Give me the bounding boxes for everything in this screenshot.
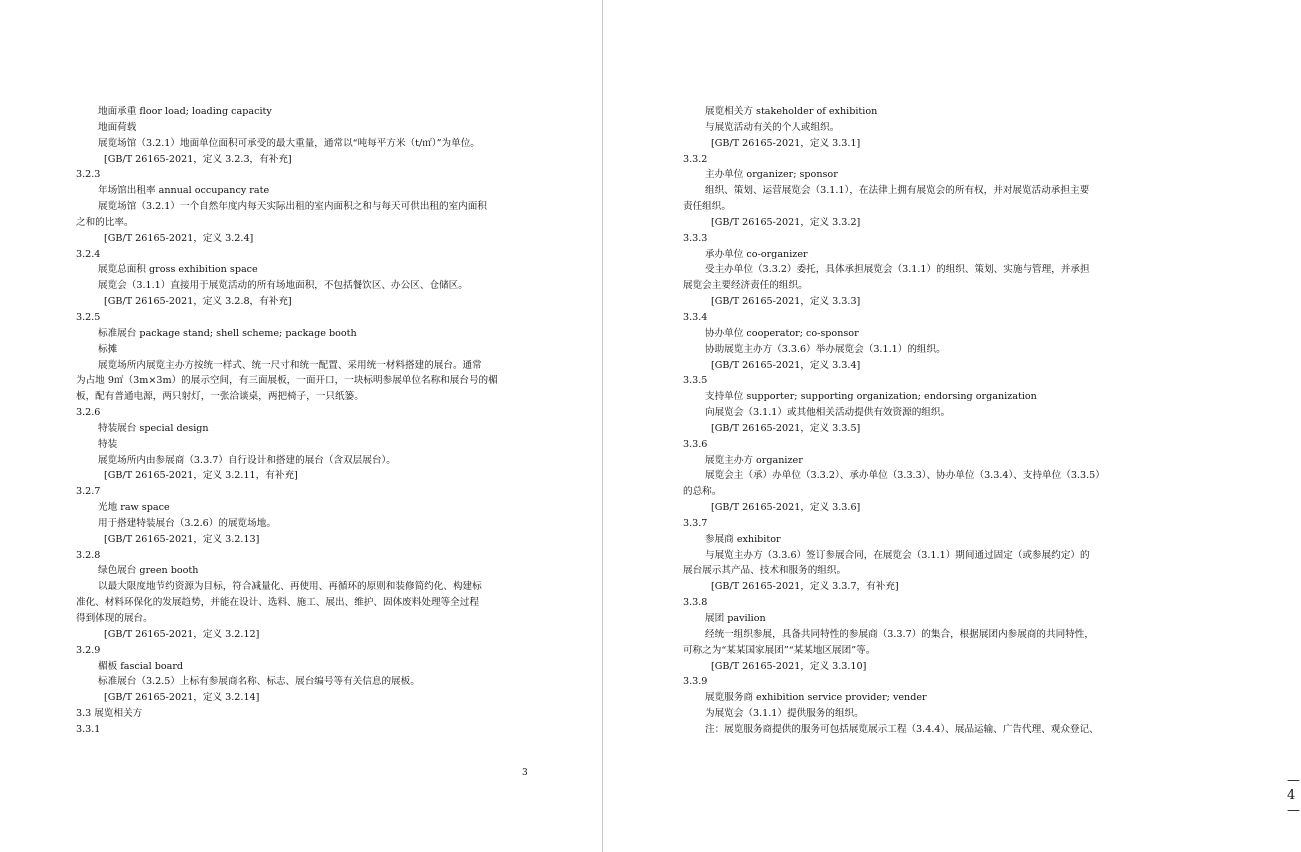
clause-number: 3.2.5 [76,311,101,323]
definition-text: 准化、材料环保化的发展趋势，并能在设计、选料、施工、展出、维护、固体废料处理等全过程 [76,597,479,609]
reference: [GB/T 26165-2021，定义 3.3.4] [711,359,861,371]
reference: [GB/T 26165-2021，定义 3.2.12] [104,628,260,640]
reference: [GB/T 26165-2021，定义 3.3.1] [711,137,861,149]
reference: [GB/T 26165-2021，定义 3.2.8，有补充] [104,296,292,308]
definition-text: 之和的比率。 [76,216,134,228]
reference: [GB/T 26165-2021，定义 3.3.10] [711,660,867,672]
synonym: 地面荷载 [98,121,137,133]
definition-text: 得到体现的展台。 [76,613,153,624]
left-page [0,0,602,852]
term-heading: 展览总面积 gross exhibition space [98,264,258,276]
definition-text: 用于搭建特装展台（3.2.6）的展览场地。 [98,517,276,529]
reference: [GB/T 26165-2021，定义 3.2.13] [104,533,260,545]
section-heading: 3.3 展览相关方 [76,708,143,720]
definition-text: 为展览会（3.1.1）提供服务的组织。 [705,708,864,720]
definition-text: 向展览会（3.1.1）或其他相关活动提供有效资源的组织。 [705,407,951,419]
definition-text: 可称之为“某某国家展团”“某某地区展团”等。 [683,644,876,656]
definition-text: 经统一组织参展，具备共同特性的参展商（3.3.7）的集合，根据展团内参展商的共同特性， [705,628,1094,640]
clause-number: 3.3.3 [683,232,708,244]
clause-number: 3.3.1 [76,723,101,735]
definition-text: 受主办单位（3.3.2）委托，具体承担展览会（3.1.1）的组织、策划、实施与管理，并承担 [705,264,1090,276]
page-divider [602,0,603,852]
reference: [GB/T 26165-2021，定义 3.2.14] [104,692,260,704]
left-page-text [76,104,528,738]
clause-number: 3.3.7 [683,517,708,529]
definition-text: 注：展览服务商提供的服务可包括展览展示工程（3.4.4）、展品运输、广告代理、观众登记、 [705,723,1099,735]
clause-number: 3.2.4 [76,248,101,260]
clause-number: 3.3.8 [683,597,708,609]
synonym: 特装 [98,438,118,450]
synonym: 标摊 [98,343,118,355]
term-heading: 展览服务商 exhibition service provider; vender [705,692,927,704]
definition-text: 协助展览主办方（3.3.6）举办展览会（3.1.1）的组织。 [705,343,946,355]
reference: [GB/T 26165-2021，定义 3.2.3，有补充] [104,153,292,165]
term-heading: 支持单位 supporter; supporting organization; endorsing organization [705,391,1037,403]
term-heading: 年场馆出租率 annual occupancy rate [98,185,270,197]
page-number-left: 3 [522,768,528,778]
definition-text: 责任组织。 [683,201,731,213]
reference: [GB/T 26165-2021，定义 3.2.4] [104,232,254,244]
clause-number: 3.2.6 [76,407,101,419]
clause-number: 3.3.4 [683,311,708,323]
term-heading: 主办单位 organizer; sponsor [705,169,838,181]
reference: [GB/T 26165-2021，定义 3.3.7，有补充] [711,581,899,593]
clause-number: 3.3.6 [683,438,708,450]
clause-number: 3.3.2 [683,153,708,165]
definition-text: 与展览活动有关的个人或组织。 [705,121,840,133]
right-page-text [683,104,1135,738]
page-number-right: — 4 — [1287,773,1301,818]
definition-text: 展览场馆（3.2.1）地面单位面积可承受的最大重量，通常以“吨每平方米（t/㎡）”为单位。 [98,137,480,149]
definition-text: 的总称。 [683,486,722,498]
term-heading: 协办单位 cooperator; co-sponsor [705,327,859,339]
reference: [GB/T 26165-2021，定义 3.3.6] [711,502,861,514]
clause-number: 3.2.8 [76,549,101,561]
clause-number: 3.2.7 [76,486,101,498]
definition-text: 为占地 9㎡（3m×3m）的展示空间，有三面展板，一面开口，一块标明参展单位名称和展台号的楣 [76,375,498,387]
definition-text: 展览会主要经济责任的组织。 [683,280,808,292]
reference: [GB/T 26165-2021，定义 3.3.2] [711,216,861,228]
definition-text: 以最大限度地节约资源为目标，符合减量化、再使用、再循环的原则和装修简约化、构建标 [98,581,482,593]
definition-text: 与展览主办方（3.3.6）签订参展合同，在展览会（3.1.1）期间通过固定（或参展约定）的 [705,549,1090,561]
definition-text: 板，配有普通电源，两只射灯，一张洽谈桌，两把椅子，一只纸篓。 [76,391,364,403]
clause-number: 3.2.3 [76,169,101,181]
term-heading: 参展商 exhibitor [705,533,781,545]
definition-text: 展览场所内由参展商（3.3.7）自行设计和搭建的展台（含双层展台）。 [98,454,396,466]
definition-text: 展台展示其产品、技术和服务的组织。 [683,565,847,577]
term-heading: 展览相关方 stakeholder of exhibition [705,106,878,117]
reference: [GB/T 26165-2021，定义 3.2.11，有补充] [104,470,298,482]
term-heading: 地面承重 floor load; loading capacity [98,106,272,117]
definition-text: 标准展台（3.2.5）上标有参展商名称、标志、展台编号等有关信息的展板。 [98,676,420,688]
clause-number: 3.3.5 [683,375,708,387]
clause-number: 3.3.9 [683,676,708,688]
definition-text: 展览会主（承）办单位（3.3.2）、承办单位（3.3.3）、协办单位（3.3.4）、支持单位（3.3.5） [705,470,1105,482]
term-heading: 标准展台 package stand; shell scheme; package booth [98,327,357,339]
term-heading: 承办单位 co-organizer [705,248,808,260]
reference: [GB/T 26165-2021，定义 3.3.5] [711,422,861,434]
definition-text: 组织、策划、运营展览会（3.1.1），在法律上拥有展览会的所有权，并对展览活动承担主要 [705,185,1090,197]
term-heading: 绿色展台 green booth [98,565,199,577]
term-heading: 展览主办方 organizer [705,454,803,466]
reference: [GB/T 26165-2021，定义 3.3.3] [711,296,861,308]
definition-text: 展览场馆（3.2.1）一个自然年度内每天实际出租的室内面积之和与每天可供出租的室内面积 [98,201,487,213]
term-heading: 光地 raw space [98,502,170,514]
term-heading: 特装展台 special design [98,422,209,434]
definition-text: 展览会（3.1.1）直接用于展览活动的所有场地面积，不包括餐饮区、办公区、仓储区。 [98,280,468,292]
term-heading: 展团 pavilion [705,613,766,624]
clause-number: 3.2.9 [76,644,101,656]
definition-text: 展览场所内展览主办方按统一样式、统一尺寸和统一配置、采用统一材料搭建的展台。通常 [98,359,482,371]
term-heading: 楣板 fascial board [98,660,184,672]
